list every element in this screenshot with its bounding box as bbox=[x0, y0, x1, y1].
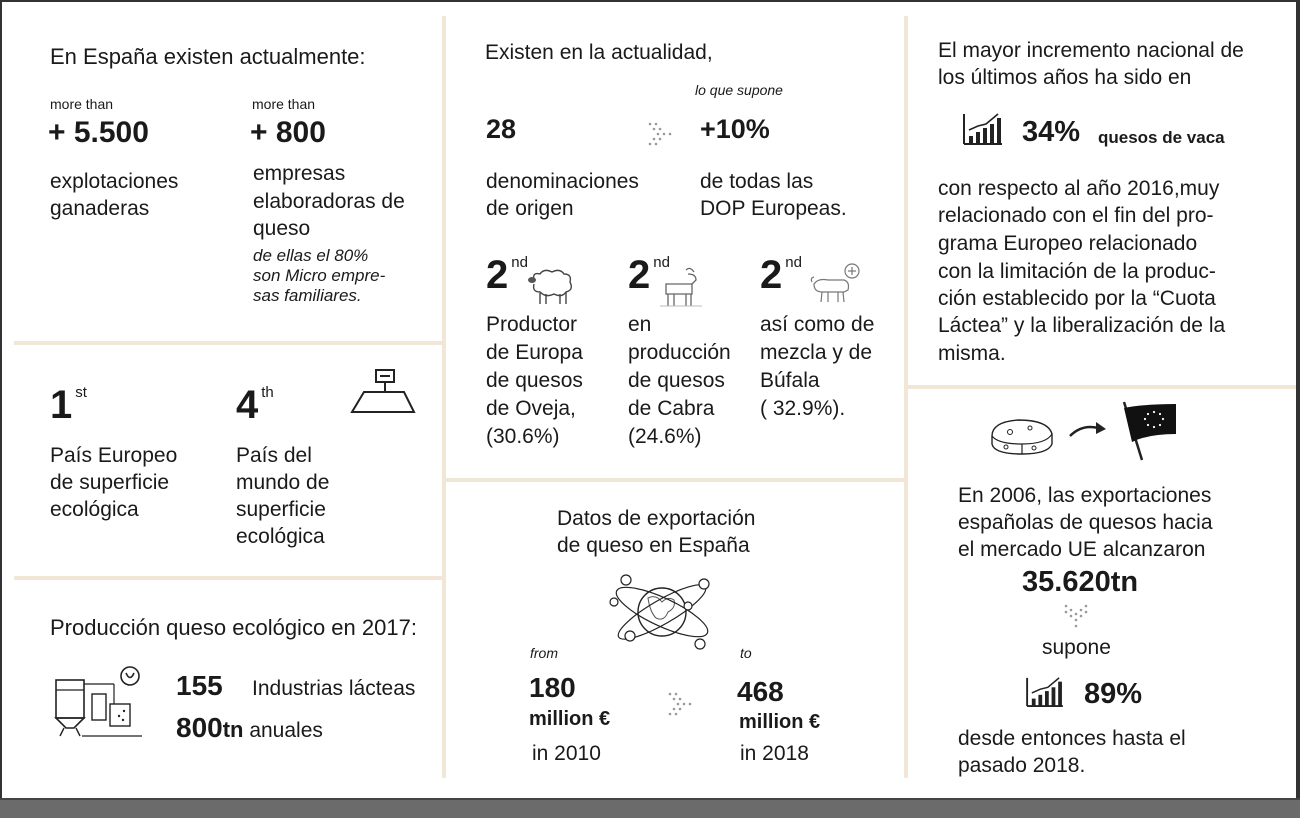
p4-rank1-sup: nd bbox=[511, 254, 528, 271]
p4-rank1-line-2: de Europa bbox=[486, 341, 583, 364]
p6-pct-label: quesos de vaca bbox=[1098, 128, 1225, 147]
p4-rank3-line-1: así como de bbox=[760, 313, 875, 336]
p3-tonnage-label: anuales bbox=[243, 719, 323, 742]
land-icon bbox=[350, 368, 416, 416]
dairy-factory-icon bbox=[52, 664, 148, 738]
divider-col2 bbox=[904, 16, 908, 778]
buffalo-icon bbox=[808, 262, 868, 306]
p1-stat2-label-2: elaboradoras de bbox=[253, 190, 405, 213]
p1-stat2-note-2: son Micro empre- bbox=[253, 266, 386, 285]
goat-icon bbox=[656, 266, 706, 308]
p1-stat1-label-1: explotaciones bbox=[50, 170, 179, 193]
frame-left-edge bbox=[0, 0, 2, 800]
p1-stat2-label-3: queso bbox=[253, 217, 311, 240]
p4-label-2: de origen bbox=[486, 197, 574, 220]
p2-rank1-num: 1 bbox=[50, 383, 73, 427]
p3-tonnage-line bbox=[176, 712, 323, 744]
p7-intro-3: el mercado UE alcanzaron bbox=[958, 538, 1206, 561]
p4-rank2-num: 2 bbox=[628, 253, 651, 297]
p3-count-label: Industrias lácteas bbox=[252, 677, 416, 700]
p4-rank2-sup: nd bbox=[653, 254, 670, 271]
p4-pct: +10% bbox=[700, 114, 770, 144]
p2-rank1-label-1: País Europeo bbox=[50, 444, 178, 467]
p5-to-year: in 2018 bbox=[740, 742, 809, 765]
p2-rank2-num: 4 bbox=[236, 383, 259, 427]
p2-rank2-label-1: País del bbox=[236, 444, 312, 467]
p6-body-3: grama Europeo relacionado bbox=[938, 232, 1198, 255]
eu-flag-icon bbox=[1118, 400, 1182, 462]
p4-label-1: denominaciones bbox=[486, 170, 639, 193]
p1-stat1-value: + 5.500 bbox=[48, 116, 149, 149]
p4-rank1-line-1: Productor bbox=[486, 313, 578, 336]
p5-from-year: in 2010 bbox=[532, 742, 601, 765]
p4-rank2-line-5: (24.6%) bbox=[628, 425, 702, 448]
p6-pct: 34% bbox=[1022, 116, 1081, 148]
p4-rank2-line-1: en bbox=[628, 313, 652, 336]
p7-intro-1: En 2006, las exportaciones bbox=[958, 484, 1212, 507]
p6-body-6: Láctea” y la liberalización de la bbox=[938, 314, 1226, 337]
p7-value: 35.620tn bbox=[1022, 566, 1139, 598]
p1-stat2-prefix: more than bbox=[252, 96, 316, 112]
p5-to-label: to bbox=[740, 645, 752, 661]
p4-supone: lo que supone bbox=[695, 82, 783, 98]
globe-icon bbox=[606, 566, 720, 660]
p6-body-4: con la limitación de la produc- bbox=[938, 260, 1216, 283]
divider-p4-p5 bbox=[446, 478, 904, 482]
divider-p1-p2 bbox=[14, 341, 442, 345]
p4-rank2-line-4: de Cabra bbox=[628, 397, 715, 420]
divider-p6-p7 bbox=[908, 385, 1296, 389]
frame-right-edge bbox=[1296, 0, 1300, 800]
p2-rank2-label-3: superficie bbox=[236, 498, 326, 521]
dotted-arrow-icon bbox=[646, 120, 676, 148]
p4-rank3-line-4: ( 32.9%). bbox=[760, 397, 846, 420]
p1-stat2-note-1: de ellas el 80% bbox=[253, 246, 369, 265]
bottom-bar bbox=[0, 798, 1300, 818]
p4-rank3 bbox=[760, 252, 802, 298]
p6-title-2: los últimos años ha sido en bbox=[938, 66, 1192, 89]
p3-tonnage: 800 bbox=[176, 712, 223, 743]
p2-rank2-label-4: ecológica bbox=[236, 525, 325, 548]
p4-rank2-line-3: de quesos bbox=[628, 369, 725, 392]
p4-rank3-line-3: Búfala bbox=[760, 369, 820, 392]
p4-rank1-line-5: (30.6%) bbox=[486, 425, 560, 448]
p1-stat1-prefix: more than bbox=[50, 96, 114, 112]
p6-body-7: misma. bbox=[938, 342, 1006, 365]
p4-rank3-num: 2 bbox=[760, 253, 783, 297]
growth-chart-icon bbox=[962, 112, 1004, 146]
p5-title-1: Datos de exportación bbox=[557, 507, 756, 530]
p5-title-2: de queso en España bbox=[557, 534, 750, 557]
p3-title: Producción queso ecológico en 2017: bbox=[50, 615, 417, 640]
p7-intro-2: españolas de quesos hacia bbox=[958, 511, 1213, 534]
p2-rank2-sup: th bbox=[261, 384, 274, 401]
p2-rank1 bbox=[50, 382, 87, 428]
sheep-icon bbox=[526, 266, 576, 306]
p4-value: 28 bbox=[486, 114, 517, 144]
divider-col1 bbox=[442, 16, 446, 778]
p5-from-label: from bbox=[530, 645, 558, 661]
p2-rank2-label-2: mundo de bbox=[236, 471, 330, 494]
p6-body-1: con respecto al año 2016,muy bbox=[938, 177, 1220, 200]
p4-rank2-line-2: producción bbox=[628, 341, 731, 364]
p2-rank1-label-2: de superficie bbox=[50, 471, 170, 494]
p4-rank1-line-3: de quesos bbox=[486, 369, 583, 392]
p1-stat2-label-1: empresas bbox=[253, 162, 346, 185]
p2-rank1-label-3: ecológica bbox=[50, 498, 139, 521]
p7-pct: 89% bbox=[1084, 678, 1143, 710]
frame-top-edge bbox=[0, 0, 1300, 2]
p7-outro-2: pasado 2018. bbox=[958, 754, 1086, 777]
p4-rank3-sup: nd bbox=[785, 254, 802, 271]
p4-title: Existen en la actualidad, bbox=[485, 41, 713, 64]
p6-body-5: ción establecido por la “Cuota bbox=[938, 287, 1216, 310]
p1-title: En España existen actualmente: bbox=[50, 44, 366, 69]
p7-outro-1: desde entonces hasta el bbox=[958, 727, 1186, 750]
p5-from-value: 180 bbox=[529, 672, 576, 703]
cheese-icon bbox=[988, 414, 1056, 456]
p6-title-1: El mayor incremento nacional de bbox=[938, 39, 1244, 62]
p5-to-value: 468 bbox=[737, 676, 784, 707]
divider-p2-p3 bbox=[14, 576, 442, 580]
p3-count: 155 bbox=[176, 670, 223, 701]
growth-chart-icon bbox=[1024, 676, 1066, 708]
dotted-arrow-down-icon bbox=[1062, 602, 1090, 628]
p2-rank1-sup: st bbox=[75, 384, 87, 401]
p2-rank2 bbox=[236, 382, 274, 428]
p3-tonnage-unit: tn bbox=[222, 717, 244, 742]
p7-supone: supone bbox=[1042, 636, 1111, 659]
p4-rank1 bbox=[486, 252, 528, 298]
p4-pct-label-1: de todas las bbox=[700, 170, 814, 193]
arrow-right-icon bbox=[1068, 420, 1108, 440]
dotted-arrow-icon bbox=[666, 690, 696, 718]
p6-body-2: relacionado con el fin del pro- bbox=[938, 204, 1214, 227]
p1-stat2-value: + 800 bbox=[250, 116, 326, 149]
p4-rank1-num: 2 bbox=[486, 253, 509, 297]
p4-rank3-line-2: mezcla y de bbox=[760, 341, 873, 364]
p5-to-unit: million € bbox=[739, 711, 821, 733]
p4-rank1-line-4: de Oveja, bbox=[486, 397, 576, 420]
p1-stat2-note-3: sas familiares. bbox=[253, 286, 362, 305]
p5-from-unit: million € bbox=[529, 708, 611, 730]
p4-pct-label-2: DOP Europeas. bbox=[700, 197, 847, 220]
p1-stat1-label-2: ganaderas bbox=[50, 197, 150, 220]
